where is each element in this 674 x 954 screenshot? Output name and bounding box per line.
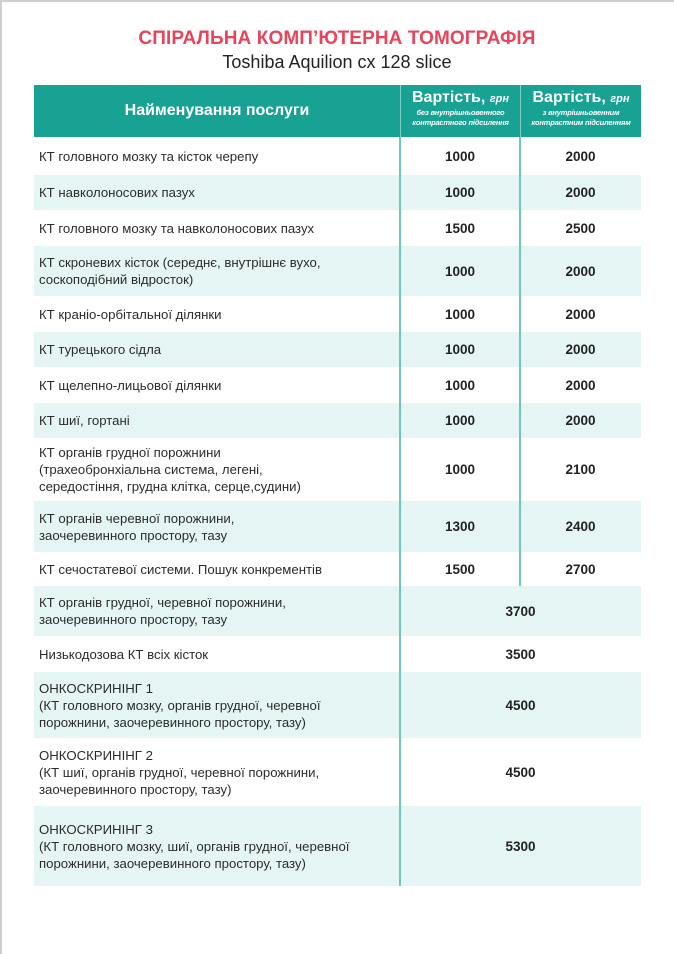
price-no-contrast: 1500 (444, 220, 476, 236)
price-contrast: 2000 (565, 263, 596, 279)
price-contrast: 2000 (565, 377, 596, 393)
price-no-contrast: 1000 (444, 185, 476, 200)
column-header-service: Найменування послуги (124, 102, 310, 119)
service-name: КТ головного мозку та навколоносових пазух (39, 220, 315, 236)
table-row (34, 586, 641, 636)
page-title: СПІРАЛЬНА КОМП’ЮТЕРНА ТОМОГРАФІЯ (138, 28, 536, 49)
price-single: 4500 (505, 764, 536, 780)
service-name-line: (КТ головного мозку, органів грудної, черевної (39, 697, 321, 713)
service-name (34, 254, 400, 288)
service-name: КТ головного мозку та кісток черепу (39, 148, 259, 164)
service-name: КТ турецького сідла (39, 342, 162, 357)
currency-unit: грн (489, 93, 509, 105)
price-no-contrast: 1000 (444, 377, 476, 393)
service-name-line: ОНКОСКРИНІНГ 1 (39, 680, 153, 696)
page-subtitle: Toshiba Aquilion cx 128 slice (222, 52, 452, 72)
table-row (34, 636, 641, 672)
service-name (34, 747, 400, 798)
table-row (34, 738, 641, 806)
service-name: КТ шиї, гортані (39, 413, 130, 428)
service-name-line: (трахеобронхіальна система, легені, (39, 462, 263, 477)
price-single: 5300 (505, 838, 536, 854)
price-contrast: 2000 (565, 185, 596, 200)
service-name-line: (КТ шиї, органів грудної, черевної порожнини, (39, 764, 320, 780)
service-name (34, 594, 400, 628)
price-label: Вартість, (532, 89, 606, 106)
price-contrast: 2400 (565, 519, 596, 534)
table-row (34, 332, 641, 367)
service-name-line: КТ скроневих кісток (середнє, внутрішнє вухо, (39, 255, 321, 270)
table-row (34, 246, 641, 296)
service-name-line: порожнини, заочеревинного простору, тазу) (39, 855, 306, 871)
price-no-contrast: 1000 (444, 306, 476, 322)
price-no-contrast: 1000 (444, 148, 476, 164)
column-divider (519, 137, 521, 586)
column-divider (399, 137, 401, 886)
price-contrast: 2100 (565, 462, 596, 477)
service-name-line: КТ органів грудної, черевної порожнини, (39, 595, 286, 610)
service-name-line: заочеревинного простору, тазу (39, 612, 228, 627)
column-note: контрастного підсилення (412, 118, 509, 127)
column-note: без внутрішньовенного (416, 108, 505, 117)
currency-unit: грн (610, 93, 630, 105)
price-no-contrast: 1000 (444, 342, 476, 357)
price-no-contrast: 1000 (444, 462, 476, 477)
price-table (34, 85, 641, 886)
price-contrast: 2000 (565, 413, 596, 428)
column-header-price-contrast (520, 85, 641, 137)
service-name (34, 510, 400, 544)
service-name-line: КТ органів черевної порожнини, (39, 510, 235, 526)
price-contrast: 2500 (565, 220, 596, 236)
price-contrast: 2700 (565, 561, 596, 577)
price-single: 4500 (505, 697, 536, 713)
service-name: КТ сечостатевої системи. Пошук конкрементів (39, 561, 322, 577)
table-row (34, 672, 641, 738)
price-no-contrast: 1000 (444, 263, 476, 279)
table-row (34, 210, 641, 246)
price-no-contrast: 1000 (444, 413, 476, 428)
table-row (34, 137, 641, 175)
service-name: КТ навколоносових пазух (39, 185, 195, 200)
service-name-line: (КТ головного мозку, шиї, органів грудної, черевної (39, 838, 350, 854)
table-row (34, 552, 641, 586)
service-name: КТ краніо-орбітальної ділянки (39, 306, 222, 322)
table-row (34, 367, 641, 403)
price-no-contrast: 1500 (444, 561, 476, 577)
table-row (34, 501, 641, 552)
service-name: Низькодозова КТ всіх кісток (39, 646, 209, 662)
table-row (34, 403, 641, 438)
price-contrast: 2000 (565, 306, 596, 322)
service-name (34, 821, 400, 872)
price-single: 3500 (505, 646, 536, 662)
service-name-line: соскоподібний відросток) (39, 272, 194, 287)
price-contrast: 2000 (565, 342, 596, 357)
table-row (34, 175, 641, 210)
service-name (34, 680, 400, 731)
table-header (34, 85, 641, 137)
service-name-line: ОНКОСКРИНІНГ 3 (39, 821, 153, 837)
service-name: КТ щелепно-лицьової ділянки (39, 377, 222, 393)
service-name-line: КТ органів грудної порожнини (39, 445, 221, 460)
service-name-line: заочеревинного простору, тазу (39, 527, 228, 543)
service-name-line: ОНКОСКРИНІНГ 2 (39, 747, 153, 763)
price-label: Вартість, (412, 89, 486, 106)
price-single: 3700 (505, 603, 536, 619)
service-name-line: середостіння, грудна клітка, серце,судини) (39, 479, 301, 494)
table-row (34, 296, 641, 332)
table-row (34, 806, 641, 886)
price-no-contrast: 1300 (444, 519, 476, 534)
service-name-line: заочеревинного простору, тазу) (39, 781, 232, 797)
column-note: з внутрішньовенним (542, 108, 620, 117)
service-name (34, 444, 400, 495)
table-row (34, 438, 641, 501)
column-note: контрастним підсиленням (531, 118, 631, 127)
column-header-price-no-contrast (400, 85, 520, 137)
service-name-line: порожнини, заочеревинного простору, тазу) (39, 714, 306, 730)
price-contrast: 2000 (565, 148, 596, 164)
